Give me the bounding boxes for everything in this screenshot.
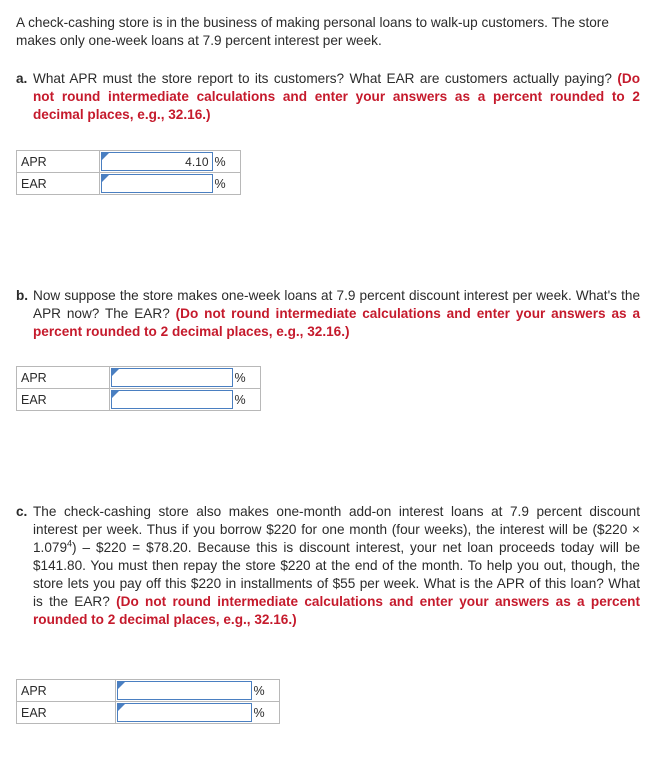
ear-input-c[interactable] — [117, 703, 252, 722]
question-b-note: (Do not round intermediate calculations and enter your answers as a percent rounded to 2 decimal places, e.g., 32.16.) — [33, 306, 640, 339]
ear-percent-unit-c: % — [252, 702, 280, 724]
ear-input-cell-c — [116, 702, 252, 724]
problem-intro: A check-cashing store is in the business of making personal loans to walk-up customers. The store makes only one-week loans at 7.9 percent interest per week. — [16, 15, 609, 48]
question-c — [16, 503, 640, 629]
ear-input-b[interactable] — [111, 390, 233, 409]
ear-label-a: EAR — [17, 173, 100, 195]
ear-percent-unit-a: % — [213, 173, 241, 195]
question-a-letter: a. — [16, 71, 28, 86]
question-b — [16, 287, 640, 341]
question-a — [16, 70, 640, 124]
apr-percent-unit-c: % — [252, 680, 280, 702]
answer-row-c-ear — [17, 702, 280, 724]
apr-input-b[interactable] — [111, 368, 233, 387]
question-a-body — [33, 70, 640, 124]
question-b-body — [33, 287, 640, 341]
answer-row-a-apr — [17, 151, 241, 173]
ear-label-c: EAR — [17, 702, 116, 724]
ear-label-b: EAR — [17, 389, 110, 411]
apr-input-a[interactable]: 4.10 — [101, 152, 213, 171]
apr-label-b: APR — [17, 367, 110, 389]
question-c-note: (Do not round intermediate calculations and enter your answers as a percent rounded to 2 decimal places, e.g., 32.16.) — [33, 594, 641, 627]
question-c-body — [33, 503, 640, 629]
answer-table-b — [16, 366, 261, 411]
question-b-text: Now suppose the store makes one-week loans at 7.9 percent discount interest per week. What's the APR now? The EAR? — [33, 288, 640, 321]
question-a-text: What APR must the store report to its customers? What EAR are customers actually paying? — [33, 71, 612, 86]
question-c-exponent: 4 — [67, 538, 73, 549]
answer-row-a-ear — [17, 173, 241, 195]
apr-percent-unit-b: % — [233, 367, 261, 389]
apr-label-a: APR — [17, 151, 100, 173]
apr-input-c[interactable] — [117, 681, 252, 700]
question-c-text-post: ) – $220 = $78.20. Because this is discount interest, your net loan proceeds today will be $141.80. You must then repay the store $220 at the end of the month. To help you out, though, the store lets you pay off this $220 in installments of $55 per week. What is the APR of this loan? What is the EAR? — [33, 540, 640, 609]
question-c-letter: c. — [16, 504, 28, 519]
apr-input-cell-a — [100, 151, 213, 173]
answer-row-b-apr — [17, 367, 261, 389]
apr-percent-unit-a: % — [213, 151, 241, 173]
answer-table-c — [16, 679, 280, 724]
apr-input-cell-c — [116, 680, 252, 702]
question-b-letter: b. — [16, 288, 29, 303]
apr-label-c: APR — [17, 680, 116, 702]
answer-table-a — [16, 150, 241, 195]
answer-row-c-apr — [17, 680, 280, 702]
ear-percent-unit-b: % — [233, 389, 261, 411]
question-c-text-pre: The check-cashing store also makes one-month add-on interest loans at 7.9 percent discount interest per week. Thus if you borrow $220 for one month (four weeks), the interest will be ($220 × 1.079 — [33, 504, 640, 555]
answer-row-b-ear — [17, 389, 261, 411]
question-a-note: (Do not round intermediate calculations and enter your answers as a percent rounded to 2 decimal places, e.g., 32.16.) — [33, 71, 641, 122]
apr-input-cell-b — [110, 367, 233, 389]
ear-input-a[interactable] — [101, 174, 213, 193]
ear-input-cell-a — [100, 173, 213, 195]
ear-input-cell-b — [110, 389, 233, 411]
